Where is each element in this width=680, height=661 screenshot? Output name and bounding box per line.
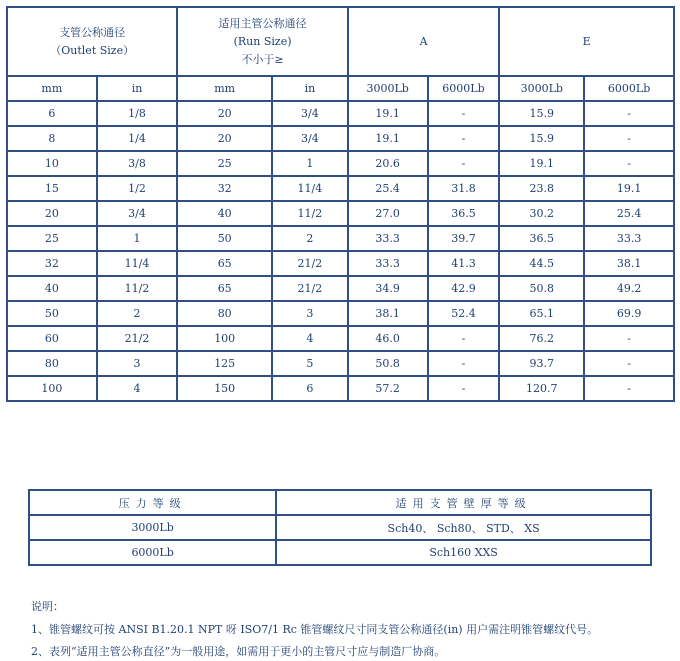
table-cell: -: [584, 101, 674, 126]
table-cell: 32: [177, 176, 272, 201]
table-row: [7, 226, 674, 251]
table-cell: 5: [272, 351, 348, 376]
table-cell: 76.2: [499, 326, 584, 351]
table-cell: -: [428, 101, 500, 126]
table-cell: 4: [97, 376, 178, 401]
table-cell: 38.1: [348, 301, 428, 326]
grade-header-row: [29, 490, 651, 515]
table-subheader-row: [7, 76, 674, 101]
table-cell: 30.2: [499, 201, 584, 226]
table-cell: 120.7: [499, 376, 584, 401]
table-cell: 1: [272, 151, 348, 176]
table-cell: 38.1: [584, 251, 674, 276]
table-cell: 36.5: [428, 201, 500, 226]
pressure-grade-table: [28, 489, 652, 566]
note-item: 1、锥管螺纹可按 ANSI B1.20.1 NPT 呀 ISO7/1 Rc 锥管螺纹尺寸同支管公称通径(in) 用户需注明锥管螺纹代号。: [31, 623, 599, 636]
subheader-cell: 6000Lb: [428, 76, 500, 101]
pressure-class-header: 压力等级: [29, 490, 276, 515]
note-item: 2、表列“适用主管公称直径”为一般用途，如需用于更小的主管尺寸应与制造厂协商。: [31, 645, 446, 658]
table-row: [7, 326, 674, 351]
table-cell: 49.2: [584, 276, 674, 301]
table-cell: 36.5: [499, 226, 584, 251]
subheader-cell: 6000Lb: [584, 76, 674, 101]
table-header-row: [7, 7, 674, 76]
table-cell: 44.5: [499, 251, 584, 276]
table-row: [7, 301, 674, 326]
run-size-header: 适用主管公称通径 (Run Size) 不小于≥: [177, 7, 347, 76]
table-cell: -: [428, 326, 500, 351]
table-row: [7, 101, 674, 126]
table-cell: 33.3: [348, 251, 428, 276]
table-cell: 19.1: [499, 151, 584, 176]
table-cell: 1/4: [97, 126, 178, 151]
table-cell: -: [584, 376, 674, 401]
table-cell: 65.1: [499, 301, 584, 326]
table-cell: 100: [177, 326, 272, 351]
table-cell: 3: [272, 301, 348, 326]
table-cell: 21/2: [272, 276, 348, 301]
subheader-cell: 3000Lb: [499, 76, 584, 101]
table-cell: 27.0: [348, 201, 428, 226]
table-cell: 4: [272, 326, 348, 351]
table-cell: 2: [97, 301, 178, 326]
table-cell: 11/2: [272, 201, 348, 226]
table-cell: 1: [97, 226, 178, 251]
table-cell: 15.9: [499, 101, 584, 126]
table-cell: 69.9: [584, 301, 674, 326]
table-cell: 150: [177, 376, 272, 401]
table-row: [7, 251, 674, 276]
grade-cell: 3000Lb: [29, 515, 276, 540]
table-cell: 6: [272, 376, 348, 401]
table-cell: 25.4: [584, 201, 674, 226]
dimension-table: [6, 6, 675, 402]
outlet-size-header: 支管公称通径 （Outlet Size）: [7, 7, 177, 76]
table-cell: -: [584, 351, 674, 376]
table-row: [7, 351, 674, 376]
table-cell: 39.7: [428, 226, 500, 251]
subheader-cell: 3000Lb: [348, 76, 428, 101]
grade-cell: Sch40、 Sch80、 STD、 XS: [276, 515, 651, 540]
table-cell: 40: [7, 276, 97, 301]
table-cell: 15: [7, 176, 97, 201]
table-cell: 100: [7, 376, 97, 401]
table-cell: 31.8: [428, 176, 500, 201]
table-cell: 20.6: [348, 151, 428, 176]
table-cell: 93.7: [499, 351, 584, 376]
table-cell: 3: [97, 351, 178, 376]
table-cell: 19.1: [348, 126, 428, 151]
table-cell: 10: [7, 151, 97, 176]
table-cell: 65: [177, 276, 272, 301]
table-cell: 15.9: [499, 126, 584, 151]
table-cell: 57.2: [348, 376, 428, 401]
dimension-e-header: E: [499, 7, 674, 76]
table-row: [7, 126, 674, 151]
table-cell: -: [428, 126, 500, 151]
table-cell: 125: [177, 351, 272, 376]
table-cell: 23.8: [499, 176, 584, 201]
table-cell: 50.8: [348, 351, 428, 376]
subheader-cell: mm: [177, 76, 272, 101]
table-cell: 11/4: [272, 176, 348, 201]
subheader-cell: in: [97, 76, 178, 101]
table-cell: 25.4: [348, 176, 428, 201]
table-cell: 8: [7, 126, 97, 151]
table-cell: 19.1: [584, 176, 674, 201]
table-cell: 3/4: [272, 101, 348, 126]
table-cell: 3/4: [272, 126, 348, 151]
table-cell: 25: [7, 226, 97, 251]
table-cell: 6: [7, 101, 97, 126]
table-cell: 2: [272, 226, 348, 251]
table-cell: -: [428, 376, 500, 401]
dimension-a-header: A: [348, 7, 500, 76]
grade-cell: Sch160 XXS: [276, 540, 651, 565]
table-cell: 11/4: [97, 251, 178, 276]
table-cell: 21/2: [97, 326, 178, 351]
table-cell: -: [428, 351, 500, 376]
table-cell: 32: [7, 251, 97, 276]
table-cell: 60: [7, 326, 97, 351]
table-cell: 80: [177, 301, 272, 326]
table-cell: -: [584, 151, 674, 176]
table-row: [7, 276, 674, 301]
table-cell: 80: [7, 351, 97, 376]
grade-cell: 6000Lb: [29, 540, 276, 565]
table-cell: 46.0: [348, 326, 428, 351]
table-cell: 40: [177, 201, 272, 226]
table-cell: -: [584, 126, 674, 151]
table-cell: -: [428, 151, 500, 176]
table-cell: 34.9: [348, 276, 428, 301]
subheader-cell: mm: [7, 76, 97, 101]
table-cell: 41.3: [428, 251, 500, 276]
table-row: [7, 376, 674, 401]
table-cell: 33.3: [348, 226, 428, 251]
table-cell: 52.4: [428, 301, 500, 326]
table-cell: 20: [7, 201, 97, 226]
table-cell: 65: [177, 251, 272, 276]
table-cell: 21/2: [272, 251, 348, 276]
table-cell: 11/2: [97, 276, 178, 301]
table-cell: 1/8: [97, 101, 178, 126]
grade-row: [29, 515, 651, 540]
table-cell: 20: [177, 101, 272, 126]
table-cell: 50.8: [499, 276, 584, 301]
table-row: [7, 176, 674, 201]
table-cell: 50: [177, 226, 272, 251]
table-row: [7, 151, 674, 176]
table-cell: 50: [7, 301, 97, 326]
table-cell: 3/8: [97, 151, 178, 176]
table-cell: 20: [177, 126, 272, 151]
table-body: [7, 101, 674, 401]
notes-title: 说明：: [31, 600, 64, 613]
table-cell: 1/2: [97, 176, 178, 201]
table-cell: -: [584, 326, 674, 351]
table-cell: 33.3: [584, 226, 674, 251]
table-cell: 3/4: [97, 201, 178, 226]
table-cell: 42.9: [428, 276, 500, 301]
wall-thickness-header: 适用支管壁厚等级: [276, 490, 651, 515]
table-cell: 19.1: [348, 101, 428, 126]
subheader-cell: in: [272, 76, 348, 101]
table-cell: 25: [177, 151, 272, 176]
table-row: [7, 201, 674, 226]
grade-row: [29, 540, 651, 565]
